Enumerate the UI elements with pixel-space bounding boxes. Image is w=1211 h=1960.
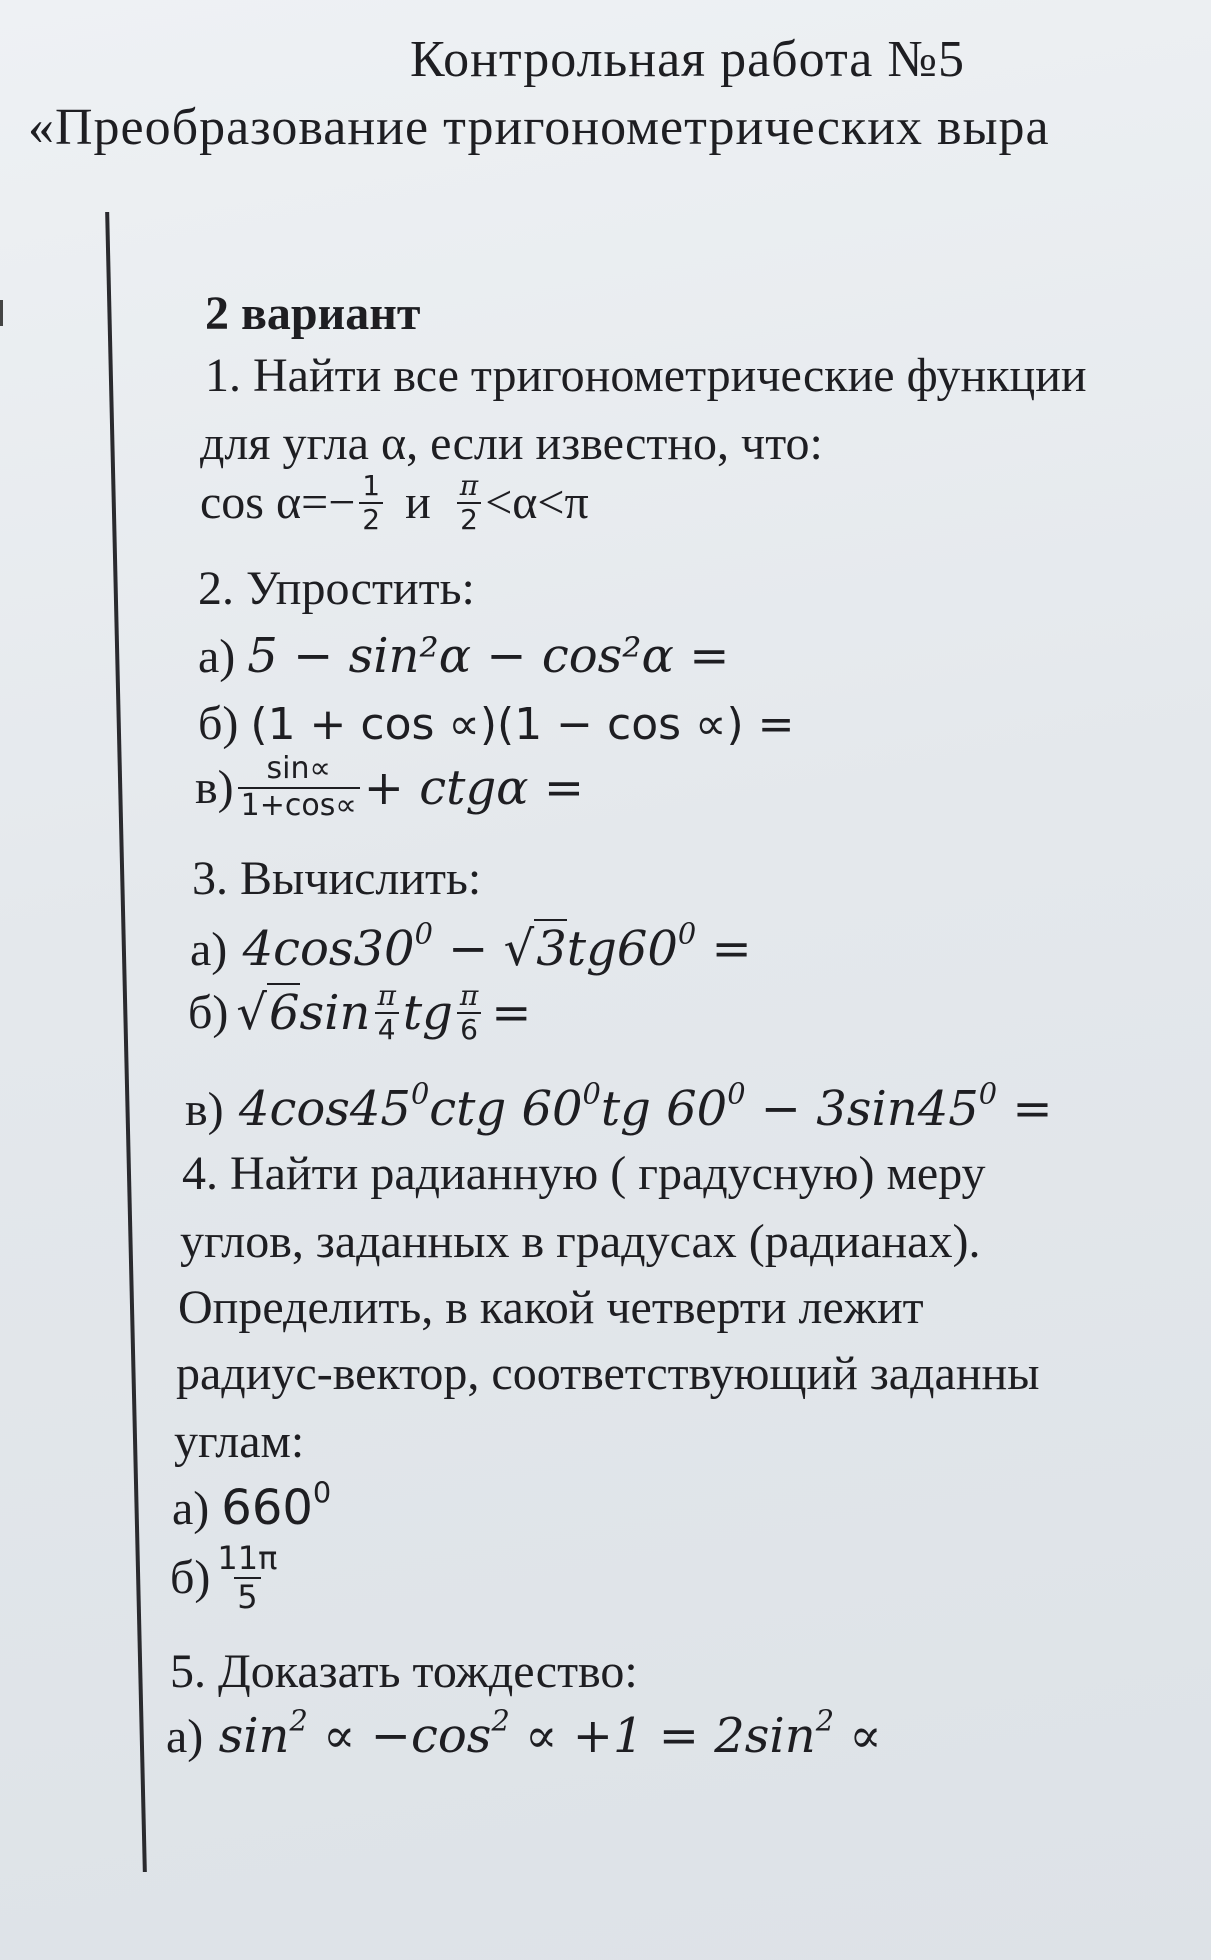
task2-c [195,752,584,823]
task4-line3: Определить, в какой четверти лежит [178,1281,924,1334]
task1-frac-den: 2 [359,502,383,536]
task4-b-num: 11π [217,1539,278,1577]
task1-line1: 1. Найти все тригонометрические функции [205,349,1087,402]
task1-pi-den: 2 [457,502,481,536]
task3-a-p1: 4cos30 [242,921,415,977]
task2-a-label: а) [198,630,236,683]
task1-conj: и [405,476,431,530]
margin-rule [105,212,147,1872]
task3-a-sqrt: √3 [503,921,567,977]
task3-a-p4: = [696,921,752,977]
task3-b-tg: tg [402,985,453,1042]
task2-title: 2. Упростить: [198,562,475,615]
task1-fraction [359,470,383,536]
task5-a [166,1703,882,1764]
task5-p2: ∝ −cos [307,1708,492,1764]
task3-b-radicand: 6 [269,985,300,1042]
task5-a-label: а) [166,1710,204,1763]
task4-line4: радиус-вектор, соответствующий заданны [176,1347,1040,1400]
task1-pi-num: π [459,469,479,502]
task3-c-d2: 0 [582,1076,601,1111]
task3-c-p4: − 3sin45 [745,1081,979,1137]
task3-a-p2: − [432,921,504,977]
task3-b [188,980,532,1046]
task2-c-label: в) [195,760,234,814]
task3-b-d1: 4 [375,1012,399,1046]
task4-b-label: б) [170,1550,211,1604]
task3-b-eq: = [491,985,532,1042]
task4-b-fraction [214,1540,280,1616]
page-title: Контрольная работа №5 [410,31,965,88]
margin-mark [0,300,3,326]
task3-a-label: а) [190,923,228,976]
task2-c-den: 1+cos∝ [238,787,360,824]
variant-heading: 2 вариант [205,287,421,340]
task1-cond-prefix: cos α=− [200,476,356,530]
task2-b-label: б) [198,697,239,750]
task3-b-n2: π [459,979,479,1012]
task4-b [170,1540,284,1616]
task4-a-val: 660 [221,1480,313,1536]
task3-b-d2: 6 [457,1012,481,1046]
task3-a-radicand: 3 [536,921,567,977]
task3-a-deg: 0 [414,916,433,951]
task4-line1: 4. Найти радианную ( градусную) меру [182,1147,986,1200]
task4-line2: углов, заданных в градусах (радианах). [180,1215,981,1268]
page-subtitle: «Преобразование тригонометрических выра [28,99,1050,156]
task3-a [190,916,752,977]
task3-c-d4: 0 [978,1076,998,1111]
task5-p1: sin [218,1708,290,1764]
task1-frac-num: 1 [362,469,381,502]
task3-c [185,1076,1053,1137]
task3-b-n1: π [377,979,396,1012]
task3-c-p1: 4cos45 [238,1081,411,1137]
task1-cond-suffix: <α<π [485,476,589,530]
task3-c-label: в) [185,1083,224,1136]
task3-c-d1: 0 [410,1076,430,1111]
task3-b-label: б) [188,986,229,1040]
task3-title: 3. Вычислить: [192,852,482,905]
task2-c-tail: + ctgα = [363,759,585,816]
task2-b-expr: (1 + cos ∝)(1 − cos ∝) = [250,699,795,750]
task3-b-frac1 [374,980,398,1046]
task5-p3: ∝ +1 = 2sin [509,1708,816,1764]
task5-title: 5. Доказать тождество: [170,1645,638,1698]
task3-c-p5: = [997,1081,1053,1137]
task3-a-p3: tg60 [566,921,678,977]
task5-e3: 2 [815,1703,835,1738]
task1-condition [200,470,589,536]
task4-a-label: а) [172,1482,210,1535]
task2-a [198,628,730,684]
task1-line2: для угла α, если известно, что: [200,417,823,470]
task3-b-sin: sin [299,985,371,1042]
task5-e2: 2 [491,1703,510,1738]
task3-c-d3: 0 [727,1076,746,1111]
task2-c-fraction [238,752,360,823]
task3-c-p3: tg 60 [600,1081,728,1137]
task1-pi-fraction [457,470,481,536]
task4-a [172,1475,332,1536]
task2-b [198,697,795,750]
task5-p4: ∝ [834,1708,882,1764]
task3-a-deg2: 0 [677,916,697,951]
task4-a-deg: 0 [312,1475,332,1510]
task4-line5: углам: [174,1415,305,1468]
task3-b-sqrt: √6 [236,985,300,1042]
task2-a-expr: 5 − sin²α − cos²α = [247,628,730,684]
task2-c-num: sin∝ [266,751,331,786]
task5-e1: 2 [289,1703,308,1738]
task3-b-frac2 [457,980,481,1046]
task4-b-den: 5 [234,1577,260,1616]
task3-c-p2: ctg 60 [429,1081,583,1137]
